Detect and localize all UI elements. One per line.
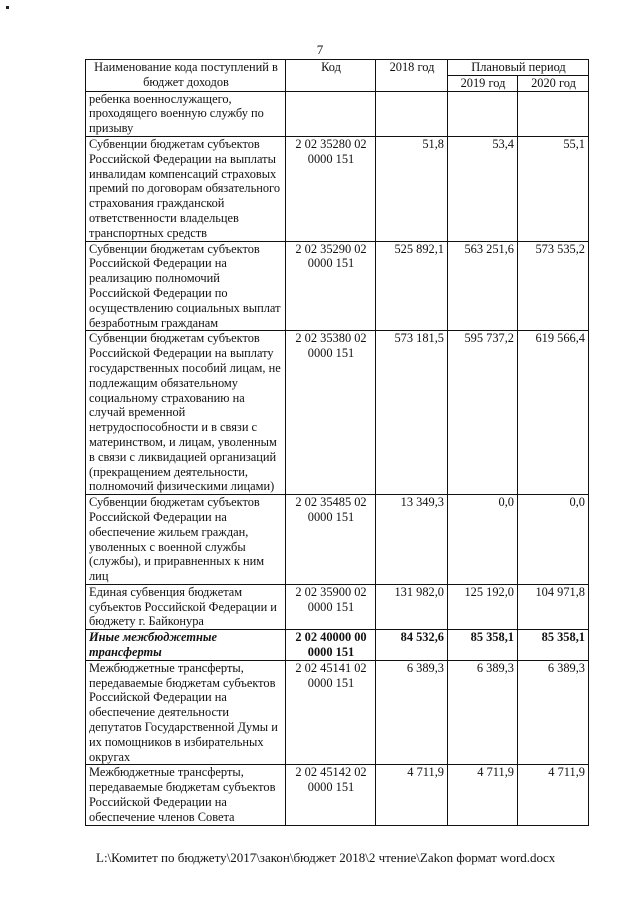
- page-number: 7: [316, 42, 324, 57]
- row-2020: 55,1: [518, 136, 589, 241]
- row-name: Межбюджетные трансферты, передаваемые бюджетам субъектов Российской Федерации на обеспечение членов Совета: [86, 765, 286, 825]
- row-code: [286, 91, 376, 136]
- row-2019: 53,4: [448, 136, 518, 241]
- table-row: [86, 136, 589, 241]
- file-path-footer: L:\Комитет по бюджету\2017\закон\бюджет 2018\2 чтение\Zakon формат word.docx: [96, 850, 556, 865]
- header-planning-period: Плановый период: [448, 60, 589, 76]
- row-2019: 0,0: [448, 495, 518, 585]
- row-name: Межбюджетные трансферты, передаваемые бюджетам субъектов Российской Федерации на обеспечение деятельности депутатов Государственной Думы и их помощников в избирательных округах: [86, 660, 286, 765]
- row-2020: 0,0: [518, 495, 589, 585]
- row-2018: [376, 91, 448, 136]
- row-2018: 4 711,9: [376, 765, 448, 825]
- row-code: 2 02 40000 00 0000 151: [286, 630, 376, 661]
- row-2019: [448, 91, 518, 136]
- row-2019: 4 711,9: [448, 765, 518, 825]
- row-code: 2 02 45142 02 0000 151: [286, 765, 376, 825]
- row-2019: 595 737,2: [448, 331, 518, 495]
- row-2020: 85 358,1: [518, 630, 589, 661]
- table-row: [86, 331, 589, 495]
- row-2019: 563 251,6: [448, 241, 518, 331]
- row-code: 2 02 45141 02 0000 151: [286, 660, 376, 765]
- table-row: [86, 495, 589, 585]
- row-code: 2 02 35280 02 0000 151: [286, 136, 376, 241]
- row-2018: 51,8: [376, 136, 448, 241]
- row-name: Субвенции бюджетам субъектов Российской Федерации на выплаты инвалидам компенсаций страховых премий по договорам обязательного страхования гражданской ответственности владельцев транспортных средств: [86, 136, 286, 241]
- revenue-table: [85, 59, 589, 826]
- row-2020: 619 566,4: [518, 331, 589, 495]
- row-2018: 525 892,1: [376, 241, 448, 331]
- row-2018: 6 389,3: [376, 660, 448, 765]
- row-name: ребенка военнослужащего, проходящего военную службу по призыву: [86, 91, 286, 136]
- row-name: Субвенции бюджетам субъектов Российской Федерации на обеспечение жильем граждан, уволенных с военной службы (службы), и приравненных к ним лиц: [86, 495, 286, 585]
- table-row: [86, 584, 589, 629]
- row-name: Субвенции бюджетам субъектов Российской Федерации на реализацию полномочий Российской Федерации по осуществлению социальных выплат безработным гражданам: [86, 241, 286, 331]
- scan-mark: [6, 6, 9, 9]
- header-code: Код: [286, 60, 376, 92]
- row-name: Иные межбюджетные трансферты: [86, 630, 286, 661]
- row-name: Единая субвенция бюджетам субъектов Российской Федерации и бюджету г. Байконура: [86, 584, 286, 629]
- table-row: [86, 765, 589, 825]
- row-2019: 6 389,3: [448, 660, 518, 765]
- header-2019: 2019 год: [448, 75, 518, 91]
- row-2020: [518, 91, 589, 136]
- row-2018: 573 181,5: [376, 331, 448, 495]
- header-2018: 2018 год: [376, 60, 448, 92]
- row-2018: 84 532,6: [376, 630, 448, 661]
- row-2018: 13 349,3: [376, 495, 448, 585]
- table-row: [86, 91, 589, 136]
- row-code: 2 02 35380 02 0000 151: [286, 331, 376, 495]
- row-code: 2 02 35900 02 0000 151: [286, 584, 376, 629]
- row-name: Субвенции бюджетам субъектов Российской Федерации на выплату государственных пособий лицам, не подлежащим обязательному социальному страхованию на случай временной нетрудоспособности и в связи с материнством, и лицам, уволенным в связи с ликвидацией организаций (прекращением деятельности, полномочий физическими лицами): [86, 331, 286, 495]
- row-code: 2 02 35290 02 0000 151: [286, 241, 376, 331]
- row-2019: 125 192,0: [448, 584, 518, 629]
- row-2020: 573 535,2: [518, 241, 589, 331]
- table-row: [86, 241, 589, 331]
- table-row-total: [86, 630, 589, 661]
- header-2020: 2020 год: [518, 75, 589, 91]
- row-2019: 85 358,1: [448, 630, 518, 661]
- table-header-row: [86, 60, 589, 76]
- row-2020: 104 971,8: [518, 584, 589, 629]
- row-2018: 131 982,0: [376, 584, 448, 629]
- row-2020: 6 389,3: [518, 660, 589, 765]
- header-name: Наименование кода поступлений в бюджет доходов: [86, 60, 286, 92]
- row-code: 2 02 35485 02 0000 151: [286, 495, 376, 585]
- table-row: [86, 660, 589, 765]
- row-2020: 4 711,9: [518, 765, 589, 825]
